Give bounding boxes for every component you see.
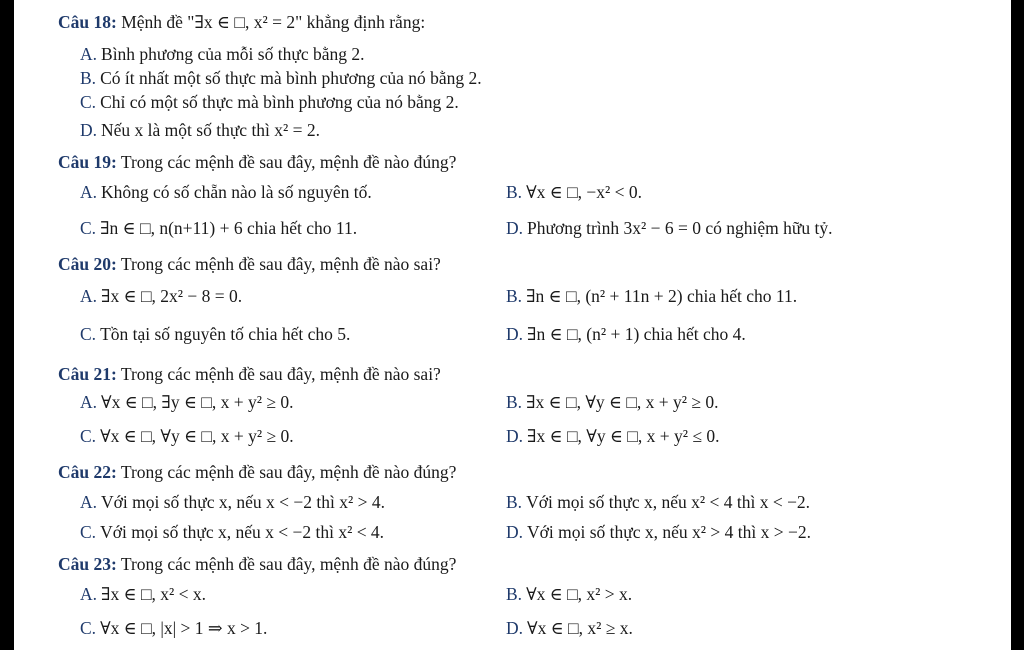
option-label: C. <box>80 92 97 112</box>
option-label: D. <box>506 218 524 238</box>
option-label: A. <box>80 44 98 64</box>
option-19-a <box>80 182 372 203</box>
option-18-c <box>80 92 459 113</box>
option-22-b <box>506 492 810 513</box>
option-19-c <box>80 218 357 239</box>
option-text: ∃x ∈ □, x² < x. <box>101 584 207 604</box>
option-text: Không có số chẵn nào là số nguyên tố. <box>101 182 372 202</box>
option-21-c <box>80 426 294 447</box>
option-20-c <box>80 324 350 345</box>
question-stem: Trong các mệnh đề sau đây, mệnh đề nào đúng? <box>120 152 457 172</box>
question-label: Câu 22: <box>58 462 117 482</box>
option-label: A. <box>80 286 98 306</box>
option-20-a <box>80 286 242 307</box>
question-label: Câu 18: <box>58 12 117 32</box>
option-20-b <box>506 286 797 307</box>
option-label: B. <box>506 584 523 604</box>
question-20 <box>58 254 441 275</box>
option-22-d <box>506 522 811 543</box>
option-label: C. <box>80 618 97 638</box>
option-19-d <box>506 218 833 239</box>
option-label: C. <box>80 324 97 344</box>
option-20-d <box>506 324 746 345</box>
option-text: ∃x ∈ □, 2x² − 8 = 0. <box>101 286 243 306</box>
option-23-d <box>506 618 633 639</box>
option-22-a <box>80 492 385 513</box>
option-label: B. <box>506 286 523 306</box>
option-label: A. <box>80 182 98 202</box>
option-label: A. <box>80 584 98 604</box>
question-label: Câu 23: <box>58 554 117 574</box>
question-stem: Trong các mệnh đề sau đây, mệnh đề nào sai? <box>120 364 441 384</box>
option-text: Bình phương của mỗi số thực bằng 2. <box>101 44 365 64</box>
document-page <box>14 0 1011 650</box>
option-19-b <box>506 182 642 203</box>
option-23-c <box>80 618 267 639</box>
question-21 <box>58 364 441 385</box>
option-text: ∃n ∈ □, n(n+11) + 6 chia hết cho 11. <box>100 218 358 238</box>
option-21-d <box>506 426 719 447</box>
option-text: ∀x ∈ □, ∀y ∈ □, x + y² ≥ 0. <box>100 426 294 446</box>
option-label: C. <box>80 218 97 238</box>
question-label: Câu 20: <box>58 254 117 274</box>
question-label: Câu 21: <box>58 364 117 384</box>
question-23 <box>58 554 456 575</box>
option-label: A. <box>80 392 98 412</box>
question-stem: Trong các mệnh đề sau đây, mệnh đề nào đúng? <box>120 554 457 574</box>
option-23-b <box>506 584 632 605</box>
option-label: D. <box>506 522 524 542</box>
option-18-a <box>80 44 365 65</box>
option-text: ∀x ∈ □, −x² < 0. <box>526 182 643 202</box>
option-text: Phương trình 3x² − 6 = 0 có nghiệm hữu tỷ. <box>527 218 833 238</box>
question-label: Câu 19: <box>58 152 117 172</box>
option-text: ∃x ∈ □, ∀y ∈ □, x + y² ≤ 0. <box>527 426 720 446</box>
question-18 <box>58 12 425 33</box>
option-text: ∃n ∈ □, (n² + 1) chia hết cho 4. <box>527 324 746 344</box>
option-label: D. <box>80 120 98 140</box>
option-label: D. <box>506 618 524 638</box>
option-label: C. <box>80 426 97 446</box>
option-text: Nếu x là một số thực thì x² = 2. <box>101 120 321 140</box>
option-text: ∀x ∈ □, x² ≥ x. <box>527 618 633 638</box>
option-label: B. <box>506 492 523 512</box>
option-text: Với mọi số thực x, nếu x < −2 thì x² < 4. <box>100 522 385 542</box>
option-label: D. <box>506 324 524 344</box>
option-text: Chỉ có một số thực mà bình phương của nó bằng 2. <box>100 92 459 112</box>
question-stem: Trong các mệnh đề sau đây, mệnh đề nào đúng? <box>120 462 457 482</box>
option-label: A. <box>80 492 98 512</box>
option-text: Với mọi số thực x, nếu x < −2 thì x² > 4. <box>101 492 386 512</box>
option-label: C. <box>80 522 97 542</box>
question-stem: Mệnh đề "∃x ∈ □, x² = 2" khẳng định rằng: <box>121 12 426 32</box>
option-label: D. <box>506 426 524 446</box>
option-text: ∀x ∈ □, x² > x. <box>526 584 633 604</box>
option-text: Với mọi số thực x, nếu x² < 4 thì x < −2. <box>526 492 811 512</box>
option-text: Với mọi số thực x, nếu x² > 4 thì x > −2. <box>527 522 812 542</box>
option-label: B. <box>506 182 523 202</box>
option-label: B. <box>80 68 97 88</box>
option-text: ∀x ∈ □, ∃y ∈ □, x + y² ≥ 0. <box>101 392 294 412</box>
question-22 <box>58 462 456 483</box>
option-label: B. <box>506 392 523 412</box>
option-text: ∃x ∈ □, ∀y ∈ □, x + y² ≥ 0. <box>526 392 719 412</box>
option-text: ∃n ∈ □, (n² + 11n + 2) chia hết cho 11. <box>526 286 798 306</box>
option-18-b <box>80 68 482 89</box>
option-18-d <box>80 120 320 141</box>
option-text: Tồn tại số nguyên tố chia hết cho 5. <box>100 324 351 344</box>
option-text: Có ít nhất một số thực mà bình phương của nó bằng 2. <box>100 68 482 88</box>
option-21-a <box>80 392 293 413</box>
option-text: ∀x ∈ □, |x| > 1 ⇒ x > 1. <box>100 618 268 638</box>
question-stem: Trong các mệnh đề sau đây, mệnh đề nào sai? <box>120 254 441 274</box>
option-23-a <box>80 584 206 605</box>
question-19 <box>58 152 456 173</box>
option-22-c <box>80 522 384 543</box>
option-21-b <box>506 392 719 413</box>
